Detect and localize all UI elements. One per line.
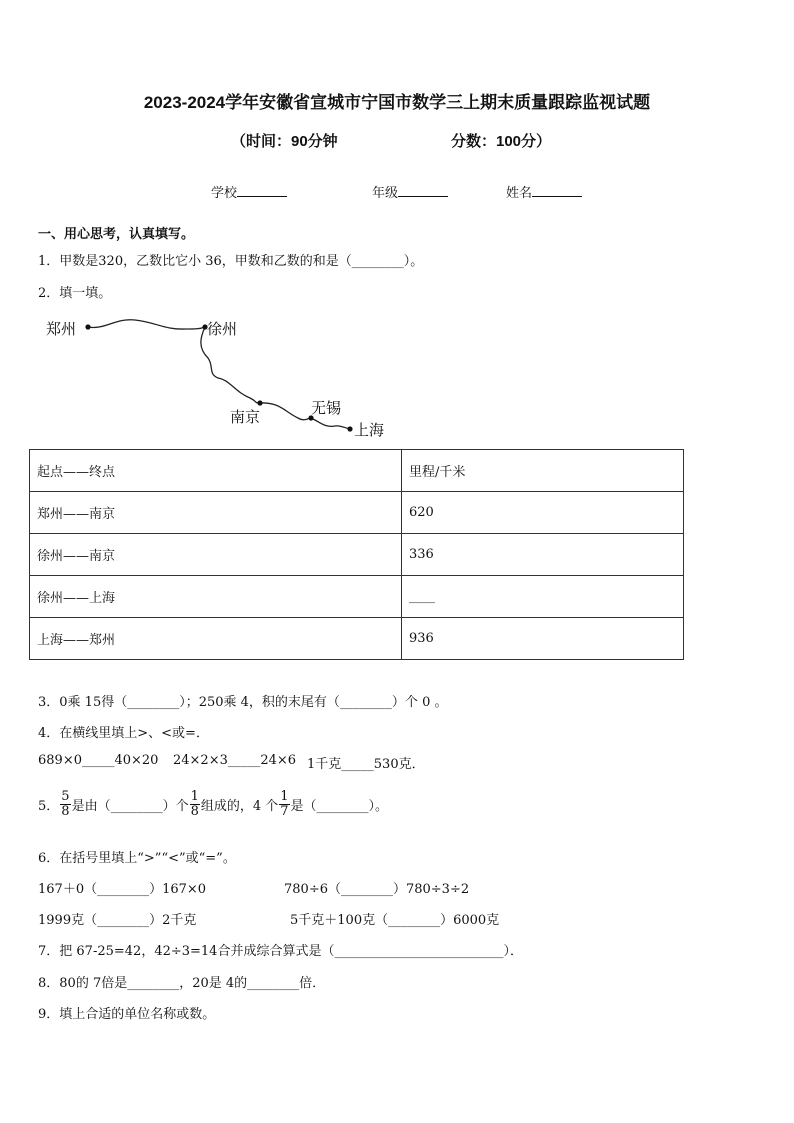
- q4-item: 24×2×3_____24×6: [173, 753, 297, 768]
- q6-item: 167＋0（________）167×0: [38, 882, 207, 897]
- fraction-denominator: 7: [280, 804, 289, 819]
- distance-table: [29, 449, 684, 660]
- table-row: [30, 492, 684, 534]
- q4-item: 1千克_____530克．: [307, 757, 425, 772]
- table-cell: 620: [402, 492, 684, 534]
- question-2: 2．填一填。: [38, 286, 112, 301]
- table-header-cell: 起点——终点: [30, 450, 402, 492]
- question-9: 9．填上合适的单位名称或数。: [38, 1007, 216, 1022]
- grade-field: [372, 182, 448, 201]
- fraction-numerator: 1: [280, 789, 289, 804]
- table-row: [30, 618, 684, 660]
- question-1: 1．甲数是320，乙数比它小 36，甲数和乙数的和是（________）。: [38, 254, 424, 269]
- table-row: [30, 534, 684, 576]
- fraction: [190, 790, 200, 819]
- name-label: 姓名: [506, 186, 533, 201]
- fraction-denominator: 8: [61, 804, 70, 819]
- table-cell: 上海——郑州: [30, 618, 402, 660]
- table-cell: 336: [402, 534, 684, 576]
- question-3: 3．0乘 15得（________）；250乘 4，积的末尾有（________）个 0 。: [38, 695, 448, 710]
- table-cell-blank: ____: [402, 576, 684, 618]
- q5-prefix: 5．: [38, 799, 60, 814]
- grade-blank: [398, 184, 448, 197]
- city-label-zhengzhou: 郑州: [46, 320, 77, 338]
- table-cell: 郑州——南京: [30, 492, 402, 534]
- name-blank: [532, 184, 582, 197]
- table-cell: 936: [402, 618, 684, 660]
- city-label-shanghai: 上海: [354, 421, 385, 439]
- table-header-row: [30, 450, 684, 492]
- q6-item: 5千克＋100克（________）6000克: [290, 913, 500, 928]
- city-label-xuzhou: 徐州: [207, 320, 238, 338]
- fraction: [279, 790, 289, 819]
- question-4: 4．在横线里填上>、<或=．: [38, 726, 209, 741]
- name-field: [506, 182, 582, 201]
- grade-label: 年级: [372, 186, 399, 201]
- city-label-nanjing: 南京: [230, 408, 261, 426]
- q5-text: 是（________）。: [290, 799, 389, 814]
- exam-time: （时间：90分钟: [231, 133, 338, 150]
- school-field: [211, 182, 287, 201]
- city-dot-shanghai: [347, 426, 352, 431]
- question-7: 7．把 67-25=42，42÷3=14合并成综合算式是（__________________________）．: [38, 944, 523, 959]
- q6-item: 1999克（________）2千克: [38, 913, 197, 928]
- question-5: [38, 790, 388, 819]
- table-row: [30, 576, 684, 618]
- q4-item: 689×0_____40×20: [38, 753, 159, 768]
- section-heading: 一、用心思考，认真填写。: [38, 226, 195, 241]
- q5-text: 组成的，4 个: [200, 799, 279, 814]
- fraction-numerator: 1: [190, 789, 199, 804]
- fraction: [60, 790, 70, 819]
- table-cell: 徐州——上海: [30, 576, 402, 618]
- city-dot-zhengzhou: [85, 324, 90, 329]
- q6-item: 780÷6（________）780÷3÷2: [284, 882, 470, 897]
- question-8: 8．80的 7倍是________，20是 4的________倍．: [38, 976, 326, 991]
- fraction-numerator: 5: [61, 789, 70, 804]
- exam-score: 分数：100分）: [451, 133, 552, 150]
- q5-text: 是由（________）个: [71, 799, 189, 814]
- table-header-cell: 里程/千米: [402, 450, 684, 492]
- fraction-denominator: 8: [190, 804, 199, 819]
- question-6: 6．在括号里填上“>”“<”或“=”。: [38, 851, 236, 866]
- school-label: 学校: [211, 186, 238, 201]
- table-cell: 徐州——南京: [30, 534, 402, 576]
- city-label-wuxi: 无锡: [311, 399, 342, 417]
- school-blank: [237, 184, 287, 197]
- city-dot-nanjing: [257, 400, 262, 405]
- page-title: 2023-2024学年安徽省宣城市宁国市数学三上期末质量跟踪监视试题: [143, 93, 651, 112]
